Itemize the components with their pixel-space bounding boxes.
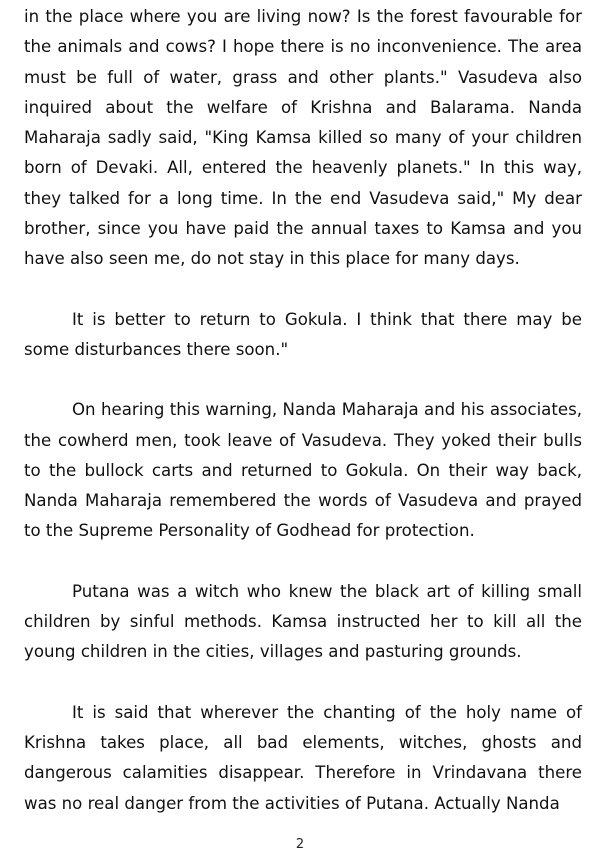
paragraph-putana: Putana was a witch who knew the black art of killing small children by sinful methods. Kamsa instructed her to kill all the young children in the cities, villages and pasturing grounds. xyxy=(24,581,582,662)
paragraph-holy-name: It is said that wherever the chanting of the holy name of Krishna takes place, all bad elements, witches, ghosts and dangerous calamities disappear. Therefore in Vrindavana there was no real danger from the activities of Putana. Actually Nanda xyxy=(24,702,582,813)
document-page xyxy=(24,0,582,819)
paragraph-return-to-gokula: It is better to return to Gokula. I think that there may be some disturbances there soon." xyxy=(24,309,582,359)
paragraph-vasudeva-inquiry: in the place where you are living now? Is the forest favourable for the animals and cows? I hope there is no inconvenience. The area must be full of water, grass and other plants." Vasudeva also inquired about the welfare of Krishna and Balarama. Nanda Maharaja sadly said, "King Kamsa killed so many of your children born of Devaki. All, entered the heavenly planets." In this way, they talked for a long time. In the end Vasudeva said," My dear brother, since you have paid the annual taxes to Kamsa and you have also seen me, do not stay in this place for many days. xyxy=(24,7,582,269)
paragraph-warning: On hearing this warning, Nanda Maharaja and his associates, the cowherd men, took leave of Vasudeva. They yoked their bulls to the bullock carts and returned to Gokula. On their way back, Nanda Maharaja remembered the words of Vasudeva and prayed to the Supreme Personality of Godhead for protection. xyxy=(24,400,582,541)
page-number: 2 xyxy=(295,837,305,852)
